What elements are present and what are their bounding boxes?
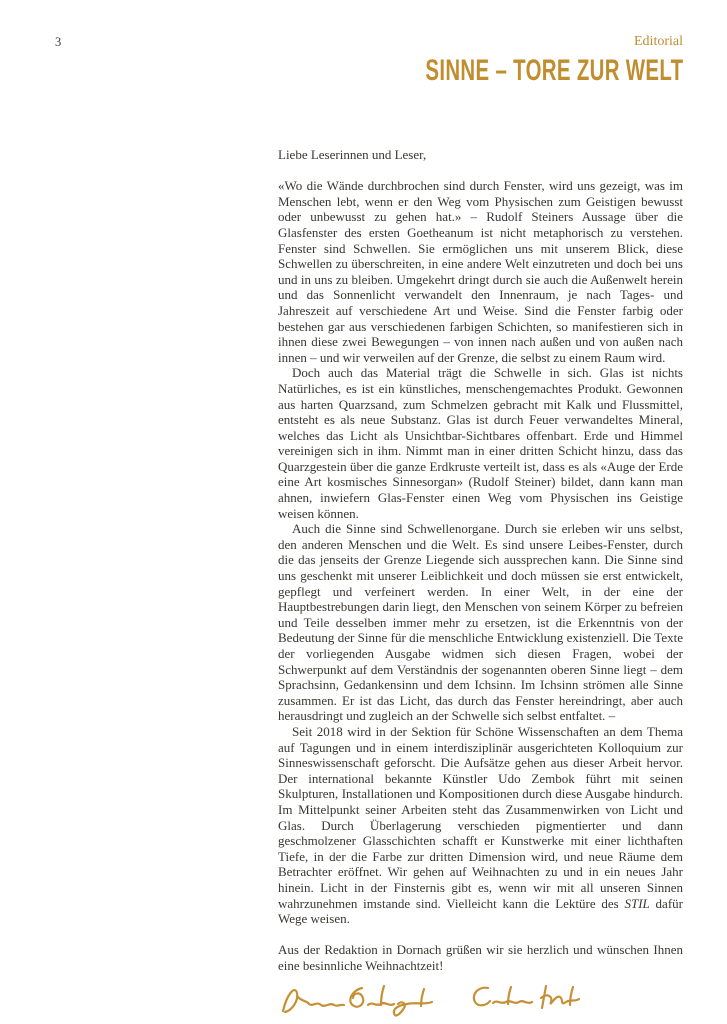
body-paragraph: «Wo die Wände durchbrochen sind durch Fenster, wird uns gezeigt, was im Menschen lebt, wenn er den Weg vom Physischen zum Geistigen bewusst oder unbewusst zu gehen hat.» – Rudolf Steiners Aussage über die Glasfenster des ersten Goetheanum ist nicht metaphorisch zu verstehen. Fenster sind Schwellen. Sie ermöglichen uns mit unserem Blick, diese Schwellen zu überschreiten, in eine andere Welt einzutreten und doch bei uns und in uns zu bleiben. Umgekehrt dringt durch sie auch die Außenwelt herein und das Sonnenlicht verwandelt den Innenraum, je nach Tages- und Jahreszeit auf verschiedene Art und Weise. Sind die Fenster farbig oder bestehen gar aus verschiedenen farbigen Schichten, so manifestieren sich in ihnen diese zwei Bewegungen – von innen nach außen und von außen nach innen – und wir verweilen auf der Grenze, die selbst zu einem Raum wird.	[278, 178, 683, 365]
page-number: 3	[55, 35, 62, 49]
body-column	[278, 147, 683, 1022]
signatures	[278, 978, 683, 1022]
section-label: Editorial	[634, 34, 683, 49]
page-title: SINNE – TORE ZUR WELT	[425, 54, 683, 87]
signature-christiane-haid	[466, 978, 584, 1022]
body-paragraph: Doch auch das Material trägt die Schwelle in sich. Glas ist nichts Natürliches, es ist ein künstliches, menschengemachtes Produkt. Gewonnen aus harten Quarzsand, zum Schmelzen gebracht mit Kalk und Flussmittel, entsteht es als neue Substanz. Glas ist durch Feuer verwandeltes Mineral, welches das Licht als Unsichtbar-Sichtbares offenbart. Erde und Himmel vereinigen sich in ihm. Nimmt man in einer dritten Schicht hinzu, dass das Quarzgestein über die ganze Erdkruste verteilt ist, dass es als «Auge der Erde eine Art kosmisches Sinnesorgan» (Rudolf Steiner) bildet, dann kann man ahnen, inwiefern Glas-Fenster einen Weg vom Physischen ins Geistige weisen können.	[278, 365, 683, 521]
salutation: Liebe Leserinnen und Leser,	[278, 147, 427, 162]
paragraph-spacer	[278, 927, 683, 943]
journal-name-stil: STIL	[624, 895, 650, 911]
closing-paragraph: Aus der Redaktion in Dornach grüßen wir sie herzlich und wünschen Ihnen eine besinnliche Weihnachtzeit!	[278, 942, 683, 973]
signature-ariane-eichenberg	[278, 978, 450, 1022]
body-paragraph	[278, 724, 683, 927]
paragraph-spacer	[278, 163, 683, 179]
body-paragraph: Auch die Sinne sind Schwellenorgane. Durch sie erleben wir uns selbst, den anderen Menschen und die Welt. Es sind unsere Leibes-Fenster, durch die das jenseits der Grenze Liegende sich aussprechen kann. Die Sinne sind uns geschenkt mit unserer Leiblichkeit und doch müssen sie erst entwickelt, gepflegt und verfeinert werden. In einer Welt, in der eine der Hauptbestrebungen darin liegt, den Menschen von seinem Körper zu befreien und Teile desselben immer mehr zu ersetzen, ist die Erkenntnis von der Bedeutung der Sinne für die menschliche Entwicklung existenziell. Die Texte der vorliegenden Ausgabe widmen sich diesen Fragen, wobei der Schwerpunkt auf dem Verständnis der sogenannten oberen Sinne liegt – dem Sprachsinn, Gedankensinn und dem Ichsinn. Im Ichsinn strömen alle Sinne zusammen. Er ist das Licht, das durch das Fenster hereindringt, aber auch herausdringt und zugleich an der Schwelle sich selbst entfaltet. –	[278, 521, 683, 724]
paragraph-text: dafür Wege weisen.	[278, 895, 683, 927]
paragraph-text: Seit 2018 wird in der Sektion für Schöne Wissenschaften an dem Thema auf Tagungen und in einem interdisziplinär ausgerichteten Kolloquium zur Sinneswissenschaft geforscht. Die Aufsätze gehen aus dieser Arbeit hervor. Der international bekannte Künstler Udo Zembok führt mit seinen Skulpturen, Installationen und Kompositionen durch diese Ausgabe hindurch. Im Mittelpunkt seiner Arbeiten steht das Zusammenwirken von Licht und Glas. Durch Überlagerung verschieden pigmentierter und dann geschmolzener Glasschichten schafft er Kunstwerke mit einer lichthaften Tiefe, in der die Farbe zur dritten Dimension wird, und neue Räume dem Betrachter eröffnet. Wir gehen auf Weihnachten zu und in ein neues Jahr hinein. Licht in der Finsternis gibt es, wenn wir mit all unseren Sinnen wahrzunehmen imstande sind. Vielleicht kann die Lektüre des	[278, 723, 683, 911]
